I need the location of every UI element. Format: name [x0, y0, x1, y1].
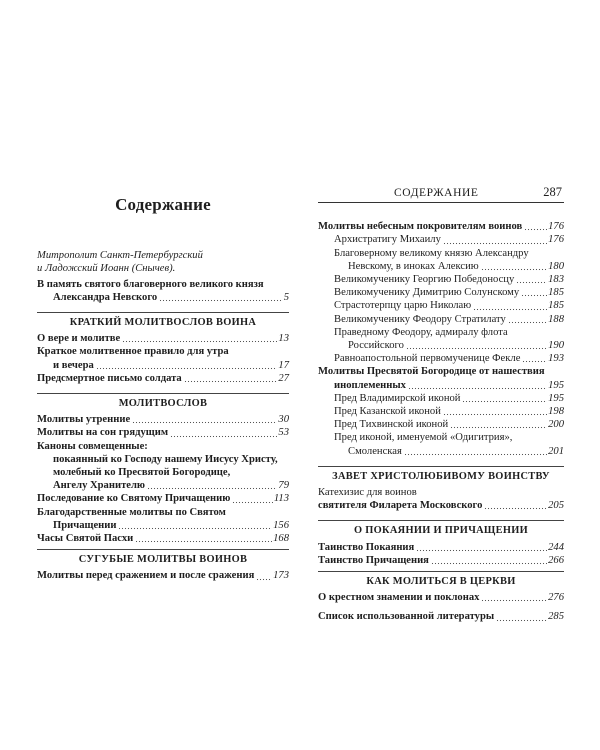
toc-entry[interactable]: [37, 345, 289, 371]
entry-text: Смоленская: [348, 445, 402, 457]
toc-entry[interactable]: [37, 506, 289, 532]
entry-text: Последование ко Святому Причащению: [37, 493, 231, 505]
toc-entry[interactable]: [318, 326, 564, 352]
dot-leader: [496, 613, 547, 622]
page-number: 113: [273, 493, 289, 505]
entry-text: Причащении: [53, 519, 117, 531]
section-heading: ЗАВЕТ ХРИСТОЛЮБИВОМУ ВОИНСТВУ: [318, 466, 564, 483]
page-number: 185: [548, 300, 564, 312]
entry-text: Предсмертное письмо солдата: [37, 372, 182, 384]
page-number: 53: [278, 427, 289, 439]
section-heading: СУГУБЫЕ МОЛИТВЫ ВОИНОВ: [37, 549, 289, 566]
entry-text: молебный ко Пресвятой Богородице,: [53, 467, 231, 479]
entry-text: Молитвы утренние: [37, 414, 131, 426]
toc-entry[interactable]: [318, 247, 564, 273]
dot-leader: [404, 447, 547, 456]
entry-text: Благоверному великому князю Александру: [334, 247, 529, 259]
toc-entry[interactable]: [318, 352, 564, 365]
toc-entry[interactable]: [318, 313, 564, 326]
page-number: 168: [273, 533, 289, 545]
section-heading: О ПОКАЯНИИ И ПРИЧАЩЕНИИ: [318, 520, 564, 537]
entry-text: святителя Филарета Московского: [318, 500, 483, 512]
page-number: 13: [278, 333, 289, 345]
dot-leader: [122, 334, 277, 343]
dot-leader: [416, 543, 547, 552]
running-header: [318, 186, 564, 203]
entry-text: О крестном знамении и поклонах: [318, 592, 480, 604]
dot-leader: [147, 481, 277, 490]
entry-text: Невскому, в иноках Алексию: [348, 260, 479, 272]
dot-leader: [406, 341, 547, 350]
toc-entry[interactable]: [318, 273, 564, 286]
toc-entry[interactable]: [318, 610, 564, 623]
page-number: 244: [548, 541, 564, 553]
dot-leader: [159, 293, 283, 302]
page-number: 201: [548, 445, 564, 457]
dot-leader: [408, 381, 547, 390]
page-number: 276: [548, 592, 564, 604]
page-number: 176: [548, 234, 564, 246]
page-number: 198: [548, 406, 564, 418]
page-number: 285: [548, 611, 564, 623]
entry-text: Архистратигу Михаилу: [334, 234, 441, 246]
page-number: 266: [548, 554, 564, 566]
toc-entry[interactable]: [37, 426, 289, 439]
author-line-2: и Ладожский Иоанн (Снычев).: [37, 263, 176, 275]
toc-entry[interactable]: [37, 569, 289, 582]
toc-entry[interactable]: [318, 591, 564, 604]
page-number: 205: [548, 500, 564, 512]
entry-text: Молитвы перед сражением и после сражения: [37, 570, 255, 582]
toc-entry[interactable]: [318, 431, 564, 457]
entry-text: Пред Казанской иконой: [334, 406, 441, 418]
section-heading: КАК МОЛИТЬСЯ В ЦЕРКВИ: [318, 571, 564, 588]
toc-entry[interactable]: [318, 220, 564, 233]
dot-leader: [450, 420, 547, 429]
page-number: 195: [548, 392, 564, 404]
author-credit: [37, 249, 289, 275]
entry-text: Таинство Покаяния: [318, 541, 415, 553]
page-number: 190: [548, 340, 564, 352]
dot-leader: [443, 236, 547, 245]
dot-leader: [132, 415, 277, 424]
toc-entry[interactable]: [318, 233, 564, 246]
page-number: 183: [548, 274, 564, 286]
entry-text: Краткое молитвенное правило для утра: [37, 346, 229, 358]
page-number: 5: [283, 291, 289, 303]
entry-text: Российского: [348, 340, 404, 352]
toc-entry[interactable]: [318, 554, 564, 567]
toc-entry-canons[interactable]: [37, 440, 289, 493]
page-number: 156: [273, 519, 289, 531]
dot-leader: [484, 501, 547, 510]
dot-leader: [524, 222, 547, 231]
entry-text: Часы Святой Пасхи: [37, 533, 134, 545]
dot-leader: [521, 288, 547, 297]
toc-entry[interactable]: [318, 365, 564, 391]
entry-text: Список использованной литературы: [318, 611, 495, 623]
author-line-1: Митрополит Санкт-Петербургский: [37, 250, 203, 262]
page-number: 27: [278, 372, 289, 384]
dot-leader: [473, 302, 547, 311]
entry-text: Молитвы небесным покровителям воинов: [318, 221, 523, 233]
toc-entry[interactable]: [318, 286, 564, 299]
entry-text: В память святого благоверного великого князя: [37, 278, 264, 290]
dot-leader: [170, 429, 277, 438]
entry-text: Таинство Причащения: [318, 554, 429, 566]
entry-text: Пред иконой, именуемой «Одигитрия»,: [334, 432, 513, 444]
dot-leader: [481, 262, 547, 271]
page-number: 173: [273, 570, 289, 582]
dot-leader: [232, 495, 273, 504]
dot-leader: [96, 361, 278, 370]
dot-leader: [522, 354, 547, 363]
entry-text: Великомученику Феодору Стратилату: [334, 313, 506, 325]
entry-text: О вере и молитве: [37, 333, 121, 345]
toc-entry[interactable]: [318, 405, 564, 418]
toc-entry-memory[interactable]: [37, 278, 289, 304]
entry-text: Александра Невского: [53, 291, 158, 303]
dot-leader: [431, 556, 547, 565]
right-page: [318, 186, 564, 624]
page-number: 193: [548, 353, 564, 365]
dot-leader: [481, 593, 547, 602]
entry-text: Страстотерпцу царю Николаю: [334, 300, 472, 312]
entry-text: Каноны совмещенные:: [37, 440, 148, 452]
page-number-header: 287: [543, 185, 562, 199]
toc-entry[interactable]: [37, 532, 289, 545]
entry-text: Благодарственные молитвы по Святом: [37, 506, 226, 518]
entry-text: Молитвы Пресвятой Богородице от нашествия: [318, 366, 545, 378]
page-number: 79: [278, 480, 289, 492]
page-number: 200: [548, 419, 564, 431]
dot-leader: [443, 407, 547, 416]
page-number: 17: [278, 359, 289, 371]
page-number: 180: [548, 260, 564, 272]
toc-entry[interactable]: [37, 372, 289, 385]
toc-entry[interactable]: [318, 299, 564, 312]
section-heading: КРАТКИЙ МОЛИТВОСЛОВ ВОИНА: [37, 312, 289, 329]
toc-entry[interactable]: [37, 492, 289, 505]
entry-text: Ангелу Хранителю: [53, 480, 146, 492]
toc-entry[interactable]: [318, 418, 564, 431]
section-heading: МОЛИТВОСЛОВ: [37, 393, 289, 410]
entry-text: Пред Тихвинской иконой: [334, 419, 449, 431]
page-number: 188: [548, 313, 564, 325]
page-number: 195: [548, 379, 564, 391]
entry-text: и вечера: [53, 359, 94, 371]
dot-leader: [135, 534, 272, 543]
entry-text: иноплеменных: [334, 379, 406, 391]
entry-text: Равноапостольной первомученице Фекле: [334, 353, 521, 365]
dot-leader: [184, 374, 278, 383]
running-head-title: СОДЕРЖАНИЕ: [394, 187, 479, 199]
entry-text: Великомученику Димитрию Солунскому: [334, 287, 520, 299]
toc-entry[interactable]: [37, 332, 289, 345]
toc-entry[interactable]: [318, 392, 564, 405]
entry-text: Пред Владимирской иконой: [334, 392, 461, 404]
dot-leader: [508, 315, 547, 324]
toc-entry[interactable]: [318, 486, 564, 512]
page-number: 176: [548, 221, 564, 233]
page-number: 185: [548, 287, 564, 299]
entry-text: Праведному Феодору, адмиралу флота: [334, 326, 508, 338]
entry-text: Молитвы на сон грядущим: [37, 427, 169, 439]
page-number: 30: [278, 414, 289, 426]
entry-text: Катехизис для воинов: [318, 487, 417, 499]
left-page: [37, 195, 289, 583]
toc-entry[interactable]: [318, 541, 564, 554]
dot-leader: [516, 275, 547, 284]
page-title: Содержание: [115, 195, 211, 214]
toc-entry[interactable]: [37, 413, 289, 426]
dot-leader: [256, 572, 272, 581]
entry-text: Великомученику Георгию Победоносцу: [334, 274, 515, 286]
dot-leader: [118, 521, 272, 530]
dot-leader: [462, 394, 547, 403]
entry-text: покаянный ко Господу нашему Иисусу Христу,: [53, 453, 278, 465]
